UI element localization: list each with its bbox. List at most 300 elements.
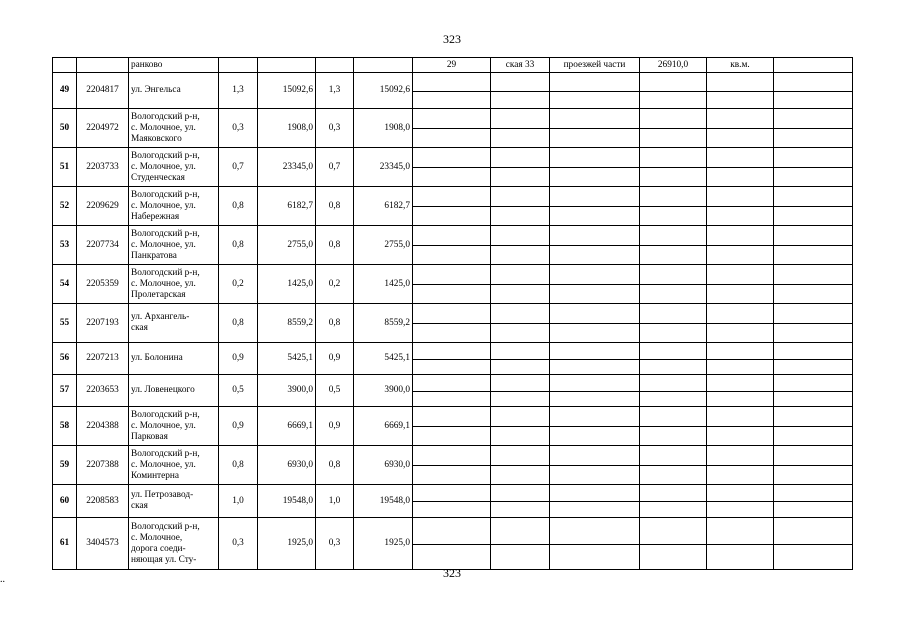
cell-code: 2205359 (77, 265, 129, 304)
address-line: ул. Болонина (131, 353, 183, 363)
cell-right-empty (550, 187, 640, 226)
inner-rule (413, 91, 490, 92)
cell-area-2: 19548,0 (354, 485, 413, 518)
cell-length: 0,8 (219, 226, 258, 265)
inner-rule (550, 206, 639, 207)
address-line: с. Молочное, (131, 532, 183, 543)
cell-right-empty (707, 226, 774, 265)
cell-right-empty (774, 304, 853, 343)
cell-row-number: 52 (53, 187, 77, 226)
inner-rule (774, 359, 852, 360)
inner-rule (640, 465, 706, 466)
inner-rule (413, 167, 490, 168)
cell-right-empty (640, 343, 707, 375)
inner-rule (640, 128, 706, 129)
cell-area: 1908,0 (258, 109, 316, 148)
cell-area-2: 1925,0 (354, 518, 413, 570)
table-row-top (53, 58, 853, 73)
cell-row-number: 58 (53, 407, 77, 446)
inner-rule (491, 323, 549, 324)
address-line: Вологодский р-н, (131, 150, 200, 161)
cell-area-2: 6930,0 (354, 446, 413, 485)
cell-area: 8559,2 (258, 304, 316, 343)
cell-right-empty (550, 518, 640, 570)
cell-right-empty (640, 73, 707, 109)
cell-right-empty (707, 148, 774, 187)
cell-length: 0,8 (219, 187, 258, 226)
inner-rule (491, 91, 549, 92)
cell-length: 0,8 (219, 446, 258, 485)
inner-rule (707, 128, 773, 129)
cell-right-empty (491, 518, 550, 570)
inner-rule (640, 284, 706, 285)
cell-address (129, 109, 219, 148)
cell-address (129, 446, 219, 485)
table-row (53, 73, 853, 109)
address-line: с. Молочное, ул. (131, 420, 196, 431)
address-line: Вологодский р-н, (131, 228, 200, 239)
cell-right-1: 29 (413, 58, 491, 73)
cell-right-empty (413, 73, 491, 109)
inner-rule (491, 128, 549, 129)
inner-rule (491, 501, 549, 502)
cell-code: 2203733 (77, 148, 129, 187)
cell-right-empty (491, 304, 550, 343)
inner-rule (550, 544, 639, 545)
inner-rule (640, 359, 706, 360)
address-line: с. Молочное, ул. (131, 122, 196, 133)
cell-area-2: 6182,7 (354, 187, 413, 226)
cell-right-empty (774, 446, 853, 485)
cell-right-empty (491, 226, 550, 265)
cell-empty (258, 58, 316, 73)
cell-code: 2208583 (77, 485, 129, 518)
table-row (53, 485, 853, 518)
address-line: с. Молочное, ул. (131, 161, 196, 172)
cell-right-empty (550, 148, 640, 187)
inner-rule (774, 426, 852, 427)
cell-right-empty (413, 485, 491, 518)
inner-rule (491, 465, 549, 466)
cell-right-empty (491, 446, 550, 485)
inner-rule (413, 426, 490, 427)
cell-length: 0,3 (219, 518, 258, 570)
inner-rule (640, 245, 706, 246)
table-row (53, 343, 853, 375)
inner-rule (640, 544, 706, 545)
cell-right-empty (707, 109, 774, 148)
cell-length-2: 0,2 (316, 265, 354, 304)
cell-row-number: 53 (53, 226, 77, 265)
cell-address (129, 375, 219, 407)
cell-right-empty (707, 343, 774, 375)
cell-code: 2209629 (77, 187, 129, 226)
cell-area-2: 23345,0 (354, 148, 413, 187)
inner-rule (640, 426, 706, 427)
cell-right-empty (491, 109, 550, 148)
cell-length-2: 0,9 (316, 343, 354, 375)
cell-area: 6930,0 (258, 446, 316, 485)
cell-right-empty (774, 109, 853, 148)
cell-empty (316, 58, 354, 73)
address-line: ская (131, 323, 148, 333)
cell-right-empty (413, 304, 491, 343)
cell-right-empty (491, 343, 550, 375)
cell-right-4: 26910,0 (640, 58, 707, 73)
cell-right-empty (491, 187, 550, 226)
address-line: Набережная (131, 211, 180, 222)
cell-code: 2207193 (77, 304, 129, 343)
cell-address-fragment: ранково (129, 58, 219, 73)
inner-rule (491, 206, 549, 207)
cell-right-empty (550, 265, 640, 304)
table-row (53, 446, 853, 485)
inner-rule (413, 501, 490, 502)
cell-right-2: ская 33 (491, 58, 550, 73)
inner-rule (491, 391, 549, 392)
inner-rule (707, 284, 773, 285)
cell-area-2: 1908,0 (354, 109, 413, 148)
inner-rule (774, 91, 852, 92)
cell-right-empty (413, 148, 491, 187)
cell-length-2: 0,3 (316, 518, 354, 570)
cell-area: 19548,0 (258, 485, 316, 518)
cell-right-empty (550, 73, 640, 109)
address-line: Вологодский р-н, (131, 409, 200, 420)
cell-code: 2203653 (77, 375, 129, 407)
address-line: с. Молочное, ул. (131, 239, 196, 250)
address-line: с. Молочное, ул. (131, 459, 196, 470)
cell-length-2: 0,8 (316, 226, 354, 265)
address-line: Коминтерна (131, 470, 179, 481)
cell-right-empty (491, 375, 550, 407)
inner-rule (774, 167, 852, 168)
cell-row-number: 57 (53, 375, 77, 407)
address-line: ская (131, 501, 148, 511)
cell-right-empty (491, 485, 550, 518)
cell-right-empty (640, 226, 707, 265)
cell-address (129, 518, 219, 570)
address-line: няющая ул. Сту- (131, 554, 197, 565)
inner-rule (774, 544, 852, 545)
inner-rule (550, 245, 639, 246)
inner-rule (491, 359, 549, 360)
cell-right-empty (550, 485, 640, 518)
cell-address (129, 226, 219, 265)
table-row (53, 148, 853, 187)
cell-right-empty (550, 304, 640, 343)
cell-code: 2204817 (77, 73, 129, 109)
cell-right-empty (774, 187, 853, 226)
roads-table (52, 57, 853, 570)
cell-address (129, 73, 219, 109)
cell-empty (354, 58, 413, 73)
inner-rule (550, 167, 639, 168)
cell-area-2: 3900,0 (354, 375, 413, 407)
cell-length: 0,3 (219, 109, 258, 148)
inner-rule (413, 284, 490, 285)
cell-area: 3900,0 (258, 375, 316, 407)
cell-row-number: 61 (53, 518, 77, 570)
cell-right-empty (413, 407, 491, 446)
cell-right-empty (491, 73, 550, 109)
cell-empty (219, 58, 258, 73)
cell-address (129, 485, 219, 518)
table-row (53, 226, 853, 265)
cell-right-empty (707, 446, 774, 485)
cell-row-number: 54 (53, 265, 77, 304)
inner-rule (550, 323, 639, 324)
table-row (53, 187, 853, 226)
cell-right-empty (413, 343, 491, 375)
address-line: Вологодский р-н, (131, 189, 200, 200)
cell-right-empty (774, 265, 853, 304)
cell-right-empty (707, 485, 774, 518)
cell-row-number: 59 (53, 446, 77, 485)
inner-rule (550, 391, 639, 392)
inner-rule (550, 128, 639, 129)
cell-right-empty (491, 407, 550, 446)
address-line: Парковая (131, 431, 168, 442)
cell-length: 1,3 (219, 73, 258, 109)
cell-area-2: 5425,1 (354, 343, 413, 375)
inner-rule (413, 323, 490, 324)
address-line: ул. Петрозавод- (131, 490, 194, 500)
cell-area: 2755,0 (258, 226, 316, 265)
cell-right-empty (774, 485, 853, 518)
cell-code: 2204972 (77, 109, 129, 148)
inner-rule (707, 206, 773, 207)
cell-row-number: 49 (53, 73, 77, 109)
inner-rule (491, 167, 549, 168)
cell-right-empty (774, 375, 853, 407)
address-line: ул. Энгельса (131, 85, 181, 95)
cell-row-number: 56 (53, 343, 77, 375)
cell-right-empty (413, 518, 491, 570)
cell-right-empty (550, 226, 640, 265)
cell-right-empty (413, 109, 491, 148)
cell-right-empty (707, 375, 774, 407)
inner-rule (774, 501, 852, 502)
cell-code: 2204388 (77, 407, 129, 446)
cell-row-number: 60 (53, 485, 77, 518)
inner-rule (707, 501, 773, 502)
table-row (53, 265, 853, 304)
cell-length-2: 0,9 (316, 407, 354, 446)
cell-right-empty (774, 148, 853, 187)
cell-right-empty (707, 265, 774, 304)
cell-area-2: 1425,0 (354, 265, 413, 304)
cell-length-2: 0,8 (316, 304, 354, 343)
cell-area: 1425,0 (258, 265, 316, 304)
cell-area: 6669,1 (258, 407, 316, 446)
inner-rule (413, 245, 490, 246)
cell-address (129, 265, 219, 304)
cell-length: 0,5 (219, 375, 258, 407)
inner-rule (707, 465, 773, 466)
cell-right-empty (640, 446, 707, 485)
cell-right-empty (413, 226, 491, 265)
cell-length: 0,2 (219, 265, 258, 304)
cell-right-empty (550, 446, 640, 485)
address-line: дорога соеди- (131, 543, 186, 554)
inner-rule (491, 245, 549, 246)
cell-right-empty (774, 407, 853, 446)
address-line: Пролетарская (131, 289, 186, 300)
inner-rule (640, 501, 706, 502)
cell-right-empty (550, 109, 640, 148)
address-line: Вологодский р-н, (131, 448, 200, 459)
cell-right-empty (640, 148, 707, 187)
cell-address (129, 187, 219, 226)
cell-area-2: 8559,2 (354, 304, 413, 343)
cell-code: 2207213 (77, 343, 129, 375)
cell-area: 1925,0 (258, 518, 316, 570)
inner-rule (707, 391, 773, 392)
cell-right-empty (640, 109, 707, 148)
cell-right-empty (491, 148, 550, 187)
cell-length: 0,8 (219, 304, 258, 343)
cell-right-empty (707, 518, 774, 570)
cell-right-empty (707, 187, 774, 226)
cell-right-empty (413, 375, 491, 407)
cell-address (129, 304, 219, 343)
inner-rule (550, 284, 639, 285)
cell-length: 0,9 (219, 343, 258, 375)
cell-right-empty (640, 265, 707, 304)
cell-right-empty (413, 187, 491, 226)
cell-right-3: проезжей части (550, 58, 640, 73)
cell-address (129, 148, 219, 187)
inner-rule (550, 501, 639, 502)
inner-rule (774, 206, 852, 207)
cell-right-empty (640, 187, 707, 226)
cell-length: 1,0 (219, 485, 258, 518)
cell-row-number: 55 (53, 304, 77, 343)
margin-mark: .. (0, 574, 5, 585)
cell-length-2: 1,3 (316, 73, 354, 109)
inner-rule (707, 245, 773, 246)
inner-rule (640, 206, 706, 207)
inner-rule (413, 128, 490, 129)
inner-rule (550, 359, 639, 360)
cell-row-number: 50 (53, 109, 77, 148)
inner-rule (707, 359, 773, 360)
cell-empty (774, 58, 853, 73)
inner-rule (707, 91, 773, 92)
inner-rule (550, 91, 639, 92)
inner-rule (413, 359, 490, 360)
inner-rule (550, 426, 639, 427)
inner-rule (707, 167, 773, 168)
cell-area: 6182,7 (258, 187, 316, 226)
inner-rule (413, 391, 490, 392)
cell-right-empty (550, 407, 640, 446)
inner-rule (413, 465, 490, 466)
cell-right-empty (413, 446, 491, 485)
table-row (53, 407, 853, 446)
cell-row-number: 51 (53, 148, 77, 187)
table-row (53, 304, 853, 343)
inner-rule (707, 544, 773, 545)
inner-rule (774, 284, 852, 285)
inner-rule (774, 323, 852, 324)
cell-right-empty (640, 375, 707, 407)
address-line: Вологодский р-н, (131, 111, 200, 122)
cell-empty (77, 58, 129, 73)
inner-rule (491, 284, 549, 285)
cell-length-2: 0,5 (316, 375, 354, 407)
cell-code: 2207388 (77, 446, 129, 485)
inner-rule (491, 544, 549, 545)
cell-right-empty (774, 73, 853, 109)
table-row (53, 518, 853, 570)
cell-length-2: 0,8 (316, 187, 354, 226)
cell-right-empty (413, 265, 491, 304)
inner-rule (640, 391, 706, 392)
cell-area: 5425,1 (258, 343, 316, 375)
cell-right-empty (640, 518, 707, 570)
cell-right-empty (774, 518, 853, 570)
cell-length-2: 1,0 (316, 485, 354, 518)
cell-length-2: 0,7 (316, 148, 354, 187)
cell-right-empty (491, 265, 550, 304)
address-line: Студенческая (131, 172, 185, 183)
table-row (53, 109, 853, 148)
cell-right-empty (640, 407, 707, 446)
inner-rule (640, 167, 706, 168)
inner-rule (774, 391, 852, 392)
cell-length: 0,9 (219, 407, 258, 446)
cell-right-empty (707, 73, 774, 109)
inner-rule (491, 426, 549, 427)
cell-area-2: 2755,0 (354, 226, 413, 265)
inner-rule (774, 465, 852, 466)
cell-right-empty (550, 343, 640, 375)
cell-address (129, 343, 219, 375)
address-line: с. Молочное, ул. (131, 200, 196, 211)
cell-right-empty (774, 343, 853, 375)
cell-right-empty (774, 226, 853, 265)
address-line: Вологодский р-н, (131, 521, 200, 532)
page-number-bottom: 323 (443, 566, 461, 580)
cell-area: 15092,6 (258, 73, 316, 109)
address-line: Маяковского (131, 133, 182, 144)
cell-right-empty (707, 407, 774, 446)
address-line: с. Молочное, ул. (131, 278, 196, 289)
cell-right-empty (550, 375, 640, 407)
inner-rule (413, 206, 490, 207)
inner-rule (774, 245, 852, 246)
cell-right-empty (640, 304, 707, 343)
cell-length: 0,7 (219, 148, 258, 187)
cell-area: 23345,0 (258, 148, 316, 187)
address-line: ул. Ловенецкого (131, 385, 195, 395)
address-line: ул. Архангель- (131, 312, 190, 322)
cell-right-5: кв.м. (707, 58, 774, 73)
page-number-top: 323 (443, 32, 461, 46)
cell-right-empty (640, 485, 707, 518)
inner-rule (640, 91, 706, 92)
cell-code: 2207734 (77, 226, 129, 265)
cell-right-empty (707, 304, 774, 343)
inner-rule (640, 323, 706, 324)
address-line: Панкратова (131, 250, 177, 261)
cell-code: 3404573 (77, 518, 129, 570)
inner-rule (707, 323, 773, 324)
cell-area-2: 15092,6 (354, 73, 413, 109)
cell-area-2: 6669,1 (354, 407, 413, 446)
